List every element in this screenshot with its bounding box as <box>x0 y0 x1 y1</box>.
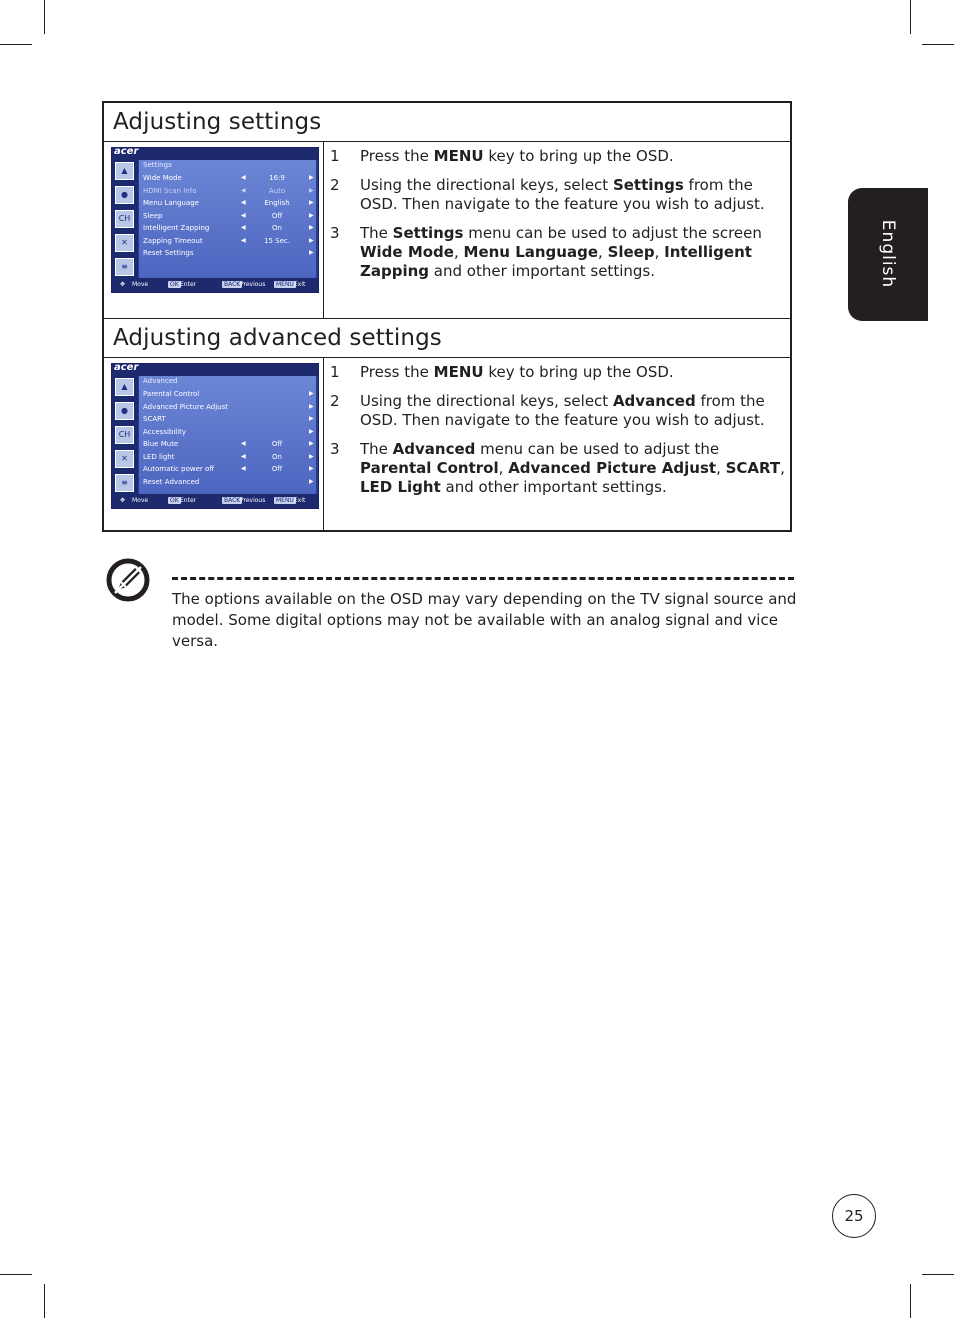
channel-icon: CH <box>115 210 134 228</box>
osd-footer-move: Move <box>132 497 149 504</box>
crop-mark <box>910 0 911 34</box>
osd-menu-item <box>143 414 315 426</box>
osd-item-label: Reset Advanced <box>143 477 200 486</box>
step-item <box>330 392 786 430</box>
osd-item-label: Advanced Picture Adjust <box>143 402 228 411</box>
section-header-settings <box>104 103 790 142</box>
arrow-left-icon: ◀ <box>241 199 246 206</box>
osd-screenshot <box>111 363 319 509</box>
osd-item-label: Blue Mute <box>143 440 179 448</box>
step-text: , <box>598 243 608 261</box>
osd-top-bar <box>112 148 318 160</box>
step-text: key to bring up the OSD. <box>483 147 674 165</box>
arrow-right-icon: ▶ <box>309 186 314 194</box>
column-divider <box>323 358 324 530</box>
instruction-table <box>102 101 792 532</box>
osd-top-bar <box>112 364 318 376</box>
osd-item-value: 15 Sec. <box>264 236 290 245</box>
step-keyword: Advanced <box>612 392 696 410</box>
osd-item-value: On <box>272 224 282 232</box>
osd-footer-previous: Previous <box>240 281 266 288</box>
step-keyword: SCART <box>725 459 781 477</box>
arrow-right-icon: ▶ <box>309 390 314 397</box>
move-arrows-icon: ✥ <box>120 281 126 288</box>
menu-key-badge: MENU <box>276 497 294 504</box>
osd-menu-item <box>143 439 315 451</box>
audio-icon: ● <box>115 186 134 204</box>
section-body-advanced <box>104 358 790 530</box>
step-number: 2 <box>330 392 340 410</box>
arrow-left-icon: ◀ <box>241 236 246 244</box>
osd-menu-item <box>143 173 315 185</box>
note-text: The options available on the OSD may vary depending on the TV signal source and model. Some digital options may not be available with an analog signal and vice versa. <box>172 590 797 650</box>
osd-footer <box>112 278 318 292</box>
step-text: menu can be used to adjust the screen <box>463 224 762 242</box>
step-number: 2 <box>330 176 340 194</box>
arrow-right-icon: ▶ <box>309 452 314 460</box>
step-item <box>330 224 786 281</box>
osd-screenshot <box>111 147 319 293</box>
column-divider <box>323 142 324 318</box>
osd-item-value: English <box>264 199 290 207</box>
osd-footer-move: Move <box>132 281 149 288</box>
osd-footer-exit: Exit <box>294 281 306 288</box>
crop-mark <box>0 1274 32 1275</box>
acer-logo: acer <box>114 147 139 157</box>
osd-menu-item <box>143 464 315 476</box>
osd-menu-panel <box>139 160 316 278</box>
osd-item-value: 16:9 <box>269 174 285 182</box>
osd-item-label: Menu Language <box>143 199 199 207</box>
step-keyword: Sleep <box>607 243 655 261</box>
section-header-advanced <box>104 319 790 358</box>
osd-item-label: LED light <box>143 452 175 461</box>
step-text: Using the directional keys, select <box>360 392 613 410</box>
crop-mark <box>922 44 954 45</box>
osd-menu-item <box>143 186 315 198</box>
arrow-right-icon: ▶ <box>309 236 314 244</box>
step-keyword: Parental Control <box>360 459 499 477</box>
arrow-right-icon: ▶ <box>309 249 314 256</box>
step-text: Press the <box>360 147 434 165</box>
step-number: 3 <box>330 440 340 458</box>
note-divider <box>172 577 794 580</box>
osd-item-label: Automatic power off <box>143 465 215 473</box>
arrow-left-icon: ◀ <box>241 465 246 472</box>
step-text: key to bring up the OSD. <box>483 363 674 381</box>
arrow-left-icon: ◀ <box>241 452 246 460</box>
step-text: from the OSD. Then navigate to the feature you wish to adjust. <box>360 392 765 429</box>
arrow-right-icon: ▶ <box>309 402 314 410</box>
osd-item-value: Auto <box>268 186 286 195</box>
osd-footer-previous: Previous <box>240 497 266 504</box>
step-keyword: Settings <box>392 224 464 242</box>
osd-menu-panel <box>139 376 316 494</box>
crop-mark <box>44 0 45 34</box>
step-number: 1 <box>330 147 340 165</box>
back-key-badge: BACK <box>224 281 241 288</box>
osd-menu-item <box>143 477 315 489</box>
step-text: The <box>360 440 393 458</box>
osd-item-label: Accessibility <box>143 427 187 436</box>
osd-menu-item <box>143 248 315 260</box>
step-keyword: LED Light <box>360 478 441 496</box>
osd-menu-item <box>143 427 315 439</box>
step-text: , <box>498 459 509 477</box>
language-label: English <box>878 219 898 289</box>
osd-item-value: Off <box>271 211 283 220</box>
crop-mark <box>0 44 32 45</box>
osd-item-label: SCART <box>143 415 166 423</box>
acer-logo: acer <box>114 363 139 373</box>
osd-item-label: HDMI Scan Info <box>143 186 197 195</box>
step-keyword: Advanced <box>392 440 476 458</box>
arrow-right-icon: ▶ <box>309 477 314 485</box>
menu-list-icon: ≡ <box>115 474 134 492</box>
step-keyword: MENU <box>433 363 484 381</box>
arrow-right-icon: ▶ <box>309 415 314 422</box>
channel-icon: CH <box>115 426 134 444</box>
arrow-left-icon: ◀ <box>241 211 246 219</box>
arrow-right-icon: ▶ <box>309 427 314 435</box>
move-arrows-icon: ✥ <box>120 497 126 504</box>
note-pencil-icon <box>106 558 150 602</box>
step-number: 1 <box>330 363 340 381</box>
osd-menu-item <box>143 402 315 414</box>
crop-mark <box>922 1274 954 1275</box>
osd-menu-title: Advanced <box>143 377 178 385</box>
step-keyword: Intelligent Zapping <box>360 243 752 280</box>
step-keyword: Advanced Picture Adjust <box>508 459 717 477</box>
step-text: and other important settings. <box>440 478 667 496</box>
section-title: Adjusting settings <box>113 109 322 135</box>
back-key-badge: BACK <box>224 497 241 504</box>
osd-menu-item <box>143 223 315 235</box>
osd-item-label: Wide Mode <box>143 174 182 182</box>
osd-item-label: Intelligent Zapping <box>143 224 210 232</box>
ok-key-badge: OK <box>170 281 179 288</box>
ok-key-badge: OK <box>170 497 179 504</box>
osd-menu-item <box>143 198 315 210</box>
osd-item-label: Parental Control <box>143 390 200 398</box>
step-list <box>330 147 786 291</box>
step-text: , <box>654 243 665 261</box>
language-side-tab <box>848 188 928 321</box>
step-keyword: Wide Mode <box>360 243 454 261</box>
arrow-left-icon: ◀ <box>241 174 246 181</box>
step-text: , <box>780 459 785 477</box>
picture-icon: ▲ <box>115 378 134 396</box>
step-keyword: Menu Language <box>463 243 599 261</box>
osd-menu-item <box>143 211 315 223</box>
arrow-right-icon: ▶ <box>309 174 314 181</box>
audio-icon: ● <box>115 402 134 420</box>
arrow-right-icon: ▶ <box>309 465 314 472</box>
step-item <box>330 176 786 214</box>
osd-item-label: Reset Settings <box>143 249 194 257</box>
arrow-left-icon: ◀ <box>241 186 246 194</box>
settings-tools-icon: ✕ <box>115 234 134 252</box>
arrow-left-icon: ◀ <box>241 440 246 447</box>
step-text: menu can be used to adjust the <box>475 440 720 458</box>
arrow-right-icon: ▶ <box>309 211 314 219</box>
step-keyword: MENU <box>433 147 484 165</box>
osd-footer-enter: Enter <box>180 497 197 504</box>
section-title: Adjusting advanced settings <box>113 325 442 351</box>
step-text: Press the <box>360 363 434 381</box>
settings-tools-icon: ✕ <box>115 450 134 468</box>
crop-mark <box>44 1284 45 1318</box>
osd-footer-exit: Exit <box>294 497 306 504</box>
step-list <box>330 363 786 507</box>
step-text: , <box>716 459 726 477</box>
step-text: The <box>360 224 393 242</box>
osd-menu-item <box>143 389 315 401</box>
step-item <box>330 440 786 497</box>
osd-footer-enter: Enter <box>180 281 197 288</box>
step-item <box>330 363 786 382</box>
arrow-right-icon: ▶ <box>309 224 314 231</box>
osd-menu-title: Settings <box>143 161 172 169</box>
crop-mark <box>910 1284 911 1318</box>
osd-item-value: Off <box>271 465 283 473</box>
osd-item-label: Zapping Timeout <box>143 236 203 245</box>
menu-list-icon: ≡ <box>115 258 134 276</box>
osd-item-value: Off <box>271 440 283 448</box>
step-text: Using the directional keys, select <box>360 176 613 194</box>
step-keyword: Settings <box>612 176 684 194</box>
arrow-left-icon: ◀ <box>241 224 246 231</box>
page-number: 25 <box>832 1194 876 1238</box>
osd-footer <box>112 494 318 508</box>
osd-item-label: Sleep <box>143 211 163 220</box>
menu-key-badge: MENU <box>276 281 294 288</box>
step-text: , <box>453 243 464 261</box>
osd-menu-item <box>143 452 315 464</box>
section-body-settings <box>104 142 790 319</box>
arrow-right-icon: ▶ <box>309 199 314 206</box>
step-text: and other important settings. <box>429 262 655 280</box>
osd-menu-item <box>143 236 315 248</box>
step-text: from the OSD. Then navigate to the feature you wish to adjust. <box>360 176 765 213</box>
osd-item-value: On <box>272 452 282 461</box>
step-number: 3 <box>330 224 340 242</box>
arrow-right-icon: ▶ <box>309 440 314 447</box>
step-item <box>330 147 786 166</box>
picture-icon: ▲ <box>115 162 134 180</box>
